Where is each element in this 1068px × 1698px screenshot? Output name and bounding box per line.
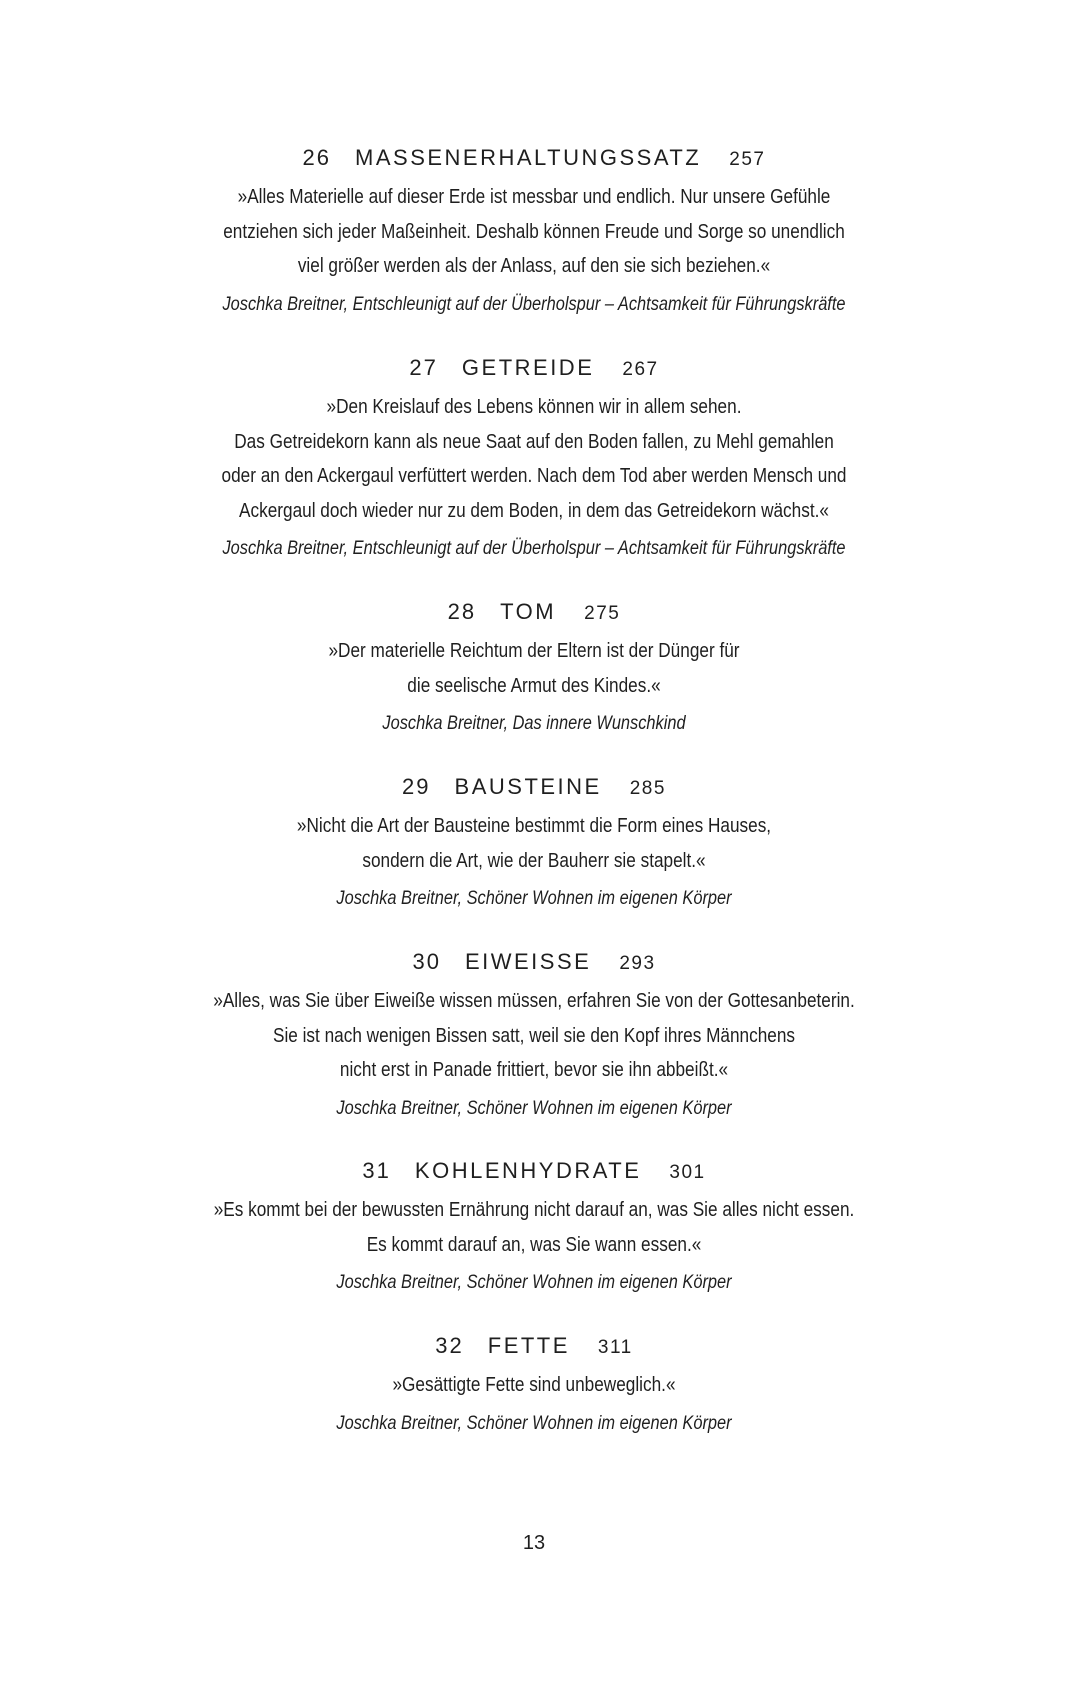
toc-entry-32 bbox=[0, 1330, 1068, 1438]
quote-line: »Alles, was Sie über Eiweiße wissen müssen, erfahren Sie von der Gottesanbeterin. bbox=[213, 990, 855, 1012]
quote-line: Sie ist nach wenigen Bissen satt, weil sie den Kopf ihres Männchens bbox=[272, 1024, 796, 1047]
chapter-number: 30 bbox=[412, 949, 441, 974]
toc-entry-29 bbox=[0, 771, 1068, 913]
toc-entry-31 bbox=[0, 1155, 1068, 1297]
chapter-heading bbox=[0, 946, 1068, 978]
quote-line: »Gesättigte Fette sind unbeweglich.« bbox=[392, 1374, 676, 1396]
chapter-number: 27 bbox=[409, 355, 438, 380]
chapter-page-number: 257 bbox=[729, 149, 766, 170]
epigraph-quote bbox=[75, 634, 993, 703]
quote-line: »Der materielle Reichtum der Eltern ist der Dünger für bbox=[328, 640, 740, 662]
chapter-number: 32 bbox=[435, 1333, 464, 1358]
chapter-heading bbox=[0, 1330, 1068, 1362]
epigraph-source: Joschka Breitner, Entschleunigt auf der Überholspur – Achtsamkeit für Führungskräfte bbox=[222, 537, 846, 559]
quote-line: nicht erst in Panade frittiert, bevor sie ihn abbeißt.« bbox=[339, 1059, 729, 1081]
chapter-title: TOM bbox=[500, 599, 557, 624]
chapter-page-number: 267 bbox=[622, 359, 659, 380]
chapter-heading bbox=[0, 771, 1068, 803]
epigraph-quote bbox=[75, 1368, 993, 1403]
quote-line: »Alles Materielle auf dieser Erde ist messbar und endlich. Nur unsere Gefühle bbox=[237, 186, 831, 208]
chapter-number: 31 bbox=[362, 1158, 391, 1183]
toc-entry-28 bbox=[0, 596, 1068, 738]
toc-entry-30 bbox=[0, 946, 1068, 1123]
quote-line: entziehen sich jeder Maßeinheit. Deshalb können Freude und Sorge so unendlich bbox=[223, 220, 845, 243]
chapter-number: 28 bbox=[447, 599, 477, 624]
page-number: 13 bbox=[522, 1532, 546, 1554]
epigraph-source: Joschka Breitner, Entschleunigt auf der Überholspur – Achtsamkeit für Führungskräfte bbox=[222, 292, 846, 315]
chapter-page-number: 275 bbox=[584, 603, 621, 624]
chapter-title: MASSENERHALTUNGSSATZ bbox=[355, 145, 702, 170]
chapter-heading bbox=[0, 1155, 1068, 1187]
epigraph-quote bbox=[75, 1193, 993, 1262]
epigraph-quote bbox=[75, 390, 993, 528]
chapter-page-number: 311 bbox=[597, 1337, 633, 1358]
chapter-title: EIWEISSE bbox=[464, 949, 592, 974]
chapter-page-number: 293 bbox=[619, 953, 656, 974]
quote-line: Ackergaul doch wieder nur zu dem Boden, in dem das Getreidekorn wächst.« bbox=[239, 499, 829, 522]
epigraph-source: Joschka Breitner, Das innere Wunschkind bbox=[382, 712, 686, 734]
epigraph-quote bbox=[75, 180, 993, 284]
epigraph-source: Joschka Breitner, Schöner Wohnen im eigenen Körper bbox=[336, 1096, 732, 1119]
chapter-heading bbox=[0, 596, 1068, 628]
chapter-number: 26 bbox=[302, 145, 332, 170]
toc-entry-26 bbox=[0, 142, 1068, 319]
chapter-page-number: 301 bbox=[669, 1162, 706, 1183]
epigraph-source: Joschka Breitner, Schöner Wohnen im eigenen Körper bbox=[336, 1411, 732, 1434]
chapter-page-number: 285 bbox=[629, 778, 666, 799]
chapter-heading bbox=[0, 142, 1068, 174]
chapter-title: BAUSTEINE bbox=[454, 774, 602, 799]
quote-line: »Es kommt bei der bewussten Ernährung nicht darauf an, was Sie alles nicht essen. bbox=[213, 1199, 855, 1221]
toc-entry-27 bbox=[0, 352, 1068, 563]
quote-line: sondern die Art, wie der Bauherr sie stapelt.« bbox=[362, 849, 706, 872]
quote-line: viel größer werden als der Anlass, auf den sie sich beziehen.« bbox=[297, 255, 771, 277]
chapter-heading bbox=[0, 352, 1068, 384]
epigraph-quote bbox=[75, 809, 993, 878]
epigraph-source: Joschka Breitner, Schöner Wohnen im eigenen Körper bbox=[336, 1271, 732, 1293]
chapter-number: 29 bbox=[402, 774, 431, 799]
chapter-title: KOHLENHYDRATE bbox=[414, 1158, 642, 1183]
chapter-title: GETREIDE bbox=[461, 355, 595, 380]
epigraph-quote bbox=[75, 984, 993, 1088]
quote-line: »Den Kreislauf des Lebens können wir in allem sehen. bbox=[326, 396, 742, 418]
chapter-title: FETTE bbox=[487, 1333, 570, 1358]
quote-line: »Nicht die Art der Bausteine bestimmt die Form eines Hauses, bbox=[296, 815, 772, 837]
quote-line: die seelische Armut des Kindes.« bbox=[407, 674, 661, 697]
quote-line: Das Getreidekorn kann als neue Saat auf den Boden fallen, zu Mehl gemahlen bbox=[234, 430, 834, 453]
epigraph-source: Joschka Breitner, Schöner Wohnen im eigenen Körper bbox=[336, 887, 732, 909]
quote-line: oder an den Ackergaul verfüttert werden. Nach dem Tod aber werden Mensch und bbox=[221, 465, 847, 487]
quote-line: Es kommt darauf an, was Sie wann essen.« bbox=[366, 1233, 702, 1256]
